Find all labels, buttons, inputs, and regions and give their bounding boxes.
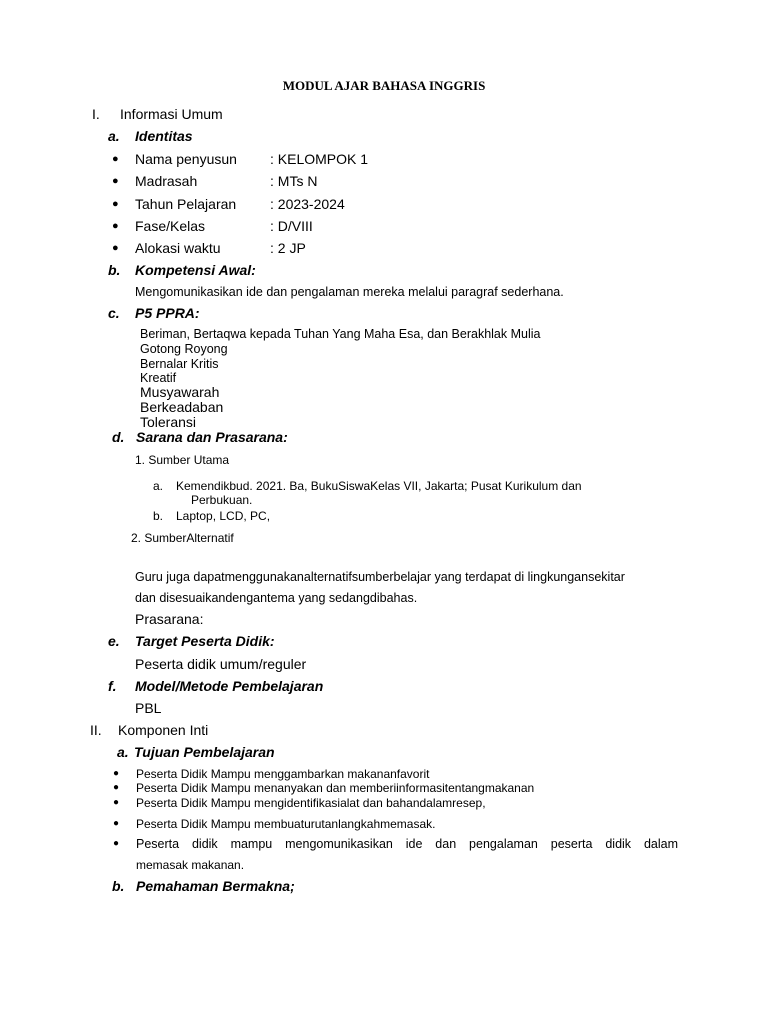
prasarana-label: Prasarana:: [135, 611, 204, 627]
subsection-number: d.: [112, 429, 125, 445]
subsection-tujuan: [117, 744, 417, 762]
subsection-target-peserta: [108, 633, 408, 651]
sumber-utama-item-text: Laptop, LCD, PC,: [176, 509, 271, 523]
sumber-utama-item-text: Kemendikbud. 2021. Ba, BukuSiswaKelas VII, Jakarta; Pusat Kurikulum dan: [176, 479, 582, 493]
section-number: I.: [92, 106, 100, 122]
bullet-icon: ●: [113, 818, 120, 829]
bullet-icon: ●: [113, 782, 120, 793]
sumber-utama-label: 1. Sumber Utama: [135, 453, 230, 467]
subsection-title: Pemahaman Bermakna;: [136, 878, 295, 894]
identitas-row: [112, 173, 512, 191]
ppra-item: Toleransi: [140, 414, 197, 430]
tujuan-item-text: Peserta didik mampu mengomunikasikan ide dan pengalaman peserta didik dalam: [136, 837, 678, 851]
subsection-title: Tujuan Pembelajaran: [134, 744, 275, 760]
tujuan-item-text: Peserta Didik Mampu menggambarkan makananfavorit: [136, 767, 430, 781]
subsection-title: P5 PPRA:: [135, 305, 200, 321]
subsection-title: Kompetensi Awal:: [135, 262, 256, 278]
identitas-key: Fase/Kelas: [135, 218, 206, 234]
ppra-item: Berkeadaban: [140, 399, 224, 415]
sumber-utama-item-number: a.: [153, 479, 164, 493]
section-title: Informasi Umum: [120, 106, 223, 122]
kompetensi-text: Mengomunikasikan ide dan pengalaman mereka melalui paragraf sederhana.: [135, 285, 564, 299]
subsection-number: c.: [108, 305, 120, 321]
bullet-icon: ●: [112, 198, 119, 210]
subsection-number: e.: [108, 633, 120, 649]
model-text: PBL: [135, 700, 162, 716]
identitas-value: : 2 JP: [270, 240, 306, 256]
subsection-number: b.: [108, 262, 121, 278]
identitas-row: [112, 240, 512, 258]
tujuan-item-text: Peserta Didik Mampu membuaturutanlangkahmemasak.: [136, 817, 436, 831]
bullet-icon: ●: [112, 153, 119, 165]
identitas-key: Alokasi waktu: [135, 240, 221, 256]
bullet-icon: ●: [112, 220, 119, 232]
subsection-title: Model/Metode Pembelajaran: [135, 678, 324, 694]
subsection-p5-ppra: [108, 305, 408, 323]
identitas-key: Nama penyusun: [135, 151, 237, 167]
subsection-number: a.: [117, 744, 129, 760]
subsection-model-metode: [108, 678, 408, 696]
alternatif-text-cont: dan disesuaikandengantema yang sedangdibahas.: [135, 591, 418, 605]
identitas-value: : MTs N: [270, 173, 318, 189]
tujuan-item: [113, 796, 673, 812]
subsection-sarana-prasarana: [112, 429, 412, 447]
identitas-row: [112, 218, 512, 236]
tujuan-item: [113, 817, 673, 833]
subsection-pemahaman: [112, 878, 412, 896]
subsection-title: Sarana dan Prasarana:: [136, 429, 288, 445]
bullet-icon: ●: [112, 242, 119, 254]
subsection-number: f.: [108, 678, 117, 694]
ppra-item: Bernalar Kritis: [140, 357, 219, 371]
sumber-utama-item-number: b.: [153, 509, 164, 523]
identitas-row: [112, 196, 512, 214]
identitas-key: Tahun Pelajaran: [135, 196, 237, 212]
identitas-value: : D/VIII: [270, 218, 313, 234]
tujuan-item-text: Peserta Didik Mampu mengidentifikasialat dan bahandalamresep,: [136, 796, 486, 810]
tujuan-item-text-cont: memasak makanan.: [136, 858, 245, 872]
subsection-identitas: [108, 128, 408, 146]
bullet-icon: ●: [113, 768, 120, 779]
subsection-number: b.: [112, 878, 125, 894]
tujuan-item: [113, 837, 678, 853]
document-title: MODUL AJAR BAHASA INGGRIS: [282, 78, 486, 93]
bullet-icon: ●: [113, 797, 120, 808]
sumber-alternatif-label: 2. SumberAlternatif: [131, 531, 234, 545]
ppra-item: Kreatif: [140, 371, 177, 385]
identitas-row: [112, 151, 512, 169]
tujuan-item: [113, 781, 673, 797]
tujuan-item-text: Peserta Didik Mampu menanyakan dan memberiinformasitentangmakanan: [136, 781, 535, 795]
identitas-value: : 2023-2024: [270, 196, 345, 212]
alternatif-text: Guru juga dapatmenggunakanalternatifsumberbelajar yang terdapat di lingkungansekitar: [135, 570, 625, 584]
section-title: Komponen Inti: [118, 722, 209, 738]
ppra-item: Gotong Royong: [140, 342, 228, 356]
bullet-icon: ●: [112, 175, 119, 187]
target-text: Peserta didik umum/reguler: [135, 656, 307, 672]
section-number: II.: [90, 722, 102, 738]
identitas-key: Madrasah: [135, 173, 198, 189]
sumber-utama-item-text-cont: Perbukuan.: [191, 493, 253, 507]
section-2-heading: [90, 722, 390, 740]
subsection-title: Identitas: [135, 128, 193, 144]
ppra-item: Beriman, Bertaqwa kepada Tuhan Yang Maha Esa, dan Berakhlak Mulia: [140, 327, 541, 341]
subsection-title: Target Peserta Didik:: [135, 633, 275, 649]
identitas-value: : KELOMPOK 1: [270, 151, 369, 167]
ppra-item: Musyawarah: [140, 384, 220, 400]
bullet-icon: ●: [113, 838, 120, 849]
section-1-heading: [92, 106, 392, 124]
subsection-kompetensi-awal: [108, 262, 408, 280]
subsection-number: a.: [108, 128, 120, 144]
